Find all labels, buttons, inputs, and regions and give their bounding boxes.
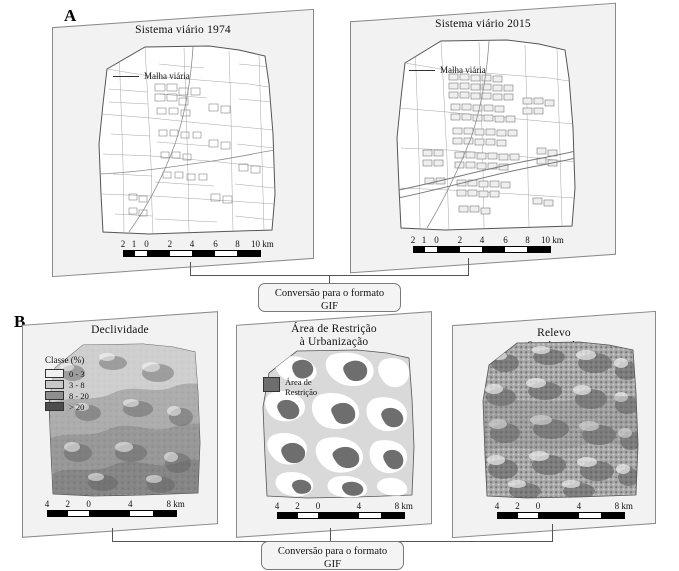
conversion-line-1: Conversão para o formato (277, 546, 388, 557)
scale-tick: 2 (65, 499, 71, 509)
connector-b-left-vertical (112, 528, 113, 542)
scalebar-declividade (44, 499, 185, 517)
legend-line-1: Área de (285, 377, 312, 387)
map-card-sistema-viario-1974 (52, 9, 314, 277)
map-title-line-1: Área de Restrição (291, 323, 377, 335)
scale-tick: 4 (127, 499, 133, 509)
scale-tick: 2 (515, 501, 520, 511)
map-card-area-restricao (236, 311, 432, 538)
map-card-sistema-viario-2015 (350, 3, 616, 274)
legend-label: Malha viária (144, 71, 190, 81)
scale-tick: 0 (434, 235, 439, 245)
conversion-box-b (261, 541, 404, 570)
scale-tick: 4 (494, 501, 500, 511)
scale-tick: 0 (315, 501, 321, 511)
map-title-area-restricao (237, 323, 431, 349)
map-graphic-restricao (257, 349, 417, 499)
legend-class-row (45, 379, 89, 390)
legend-line-2: Restrição (285, 387, 318, 397)
class-label: 3 - 8 (69, 379, 85, 390)
class-swatch-0-3 (45, 369, 64, 378)
class-swatch-gt-20 (45, 402, 64, 411)
scale-tick: 2 (295, 501, 300, 511)
map-title-declividade: Declividade (91, 324, 149, 336)
scale-tick: 4 (479, 235, 485, 245)
map-canvas-area-restricao (257, 349, 417, 499)
class-label: 0 - 3 (69, 368, 85, 379)
connector-b-mid-vertical (330, 528, 331, 542)
scale-tick: 6 (503, 235, 508, 245)
legend-class-row (45, 368, 89, 379)
scale-tick: 1 (421, 235, 427, 245)
legend-malha-viaria-1974 (113, 71, 190, 81)
scalebar-area-restricao (274, 501, 413, 519)
scale-tick: 8 (235, 239, 240, 249)
conversion-line-2: GIF (324, 559, 341, 570)
scale-tick: 4 (274, 501, 280, 511)
scale-tick: 2 (457, 235, 463, 245)
scale-tick: 4 (189, 239, 195, 249)
legend-malha-viaria-2015 (409, 65, 486, 75)
legend-label: Malha viária (440, 65, 486, 75)
scale-tick: 8 km (394, 501, 413, 511)
map-canvas-relevo-sombreado (475, 341, 641, 499)
panel-label-a: A (64, 6, 77, 25)
panel-label-b: B (14, 312, 26, 331)
legend-class-row (45, 401, 89, 412)
map-title-line-1: Relevo (537, 327, 571, 339)
scale-tick: 2 (120, 239, 126, 249)
class-swatch-3-8 (45, 380, 64, 389)
scale-tick: 10 km (250, 239, 274, 249)
conversion-box-a (258, 283, 401, 312)
scale-tick: 6 (213, 239, 218, 249)
class-label: > 20 (69, 401, 85, 412)
conversion-line-1: Conversão para o formato (274, 288, 385, 299)
line-symbol-icon (409, 70, 435, 71)
class-label: 8 - 20 (69, 390, 89, 401)
map-title-sistema-viario-1974: Sistema viário 1974 (135, 24, 231, 36)
class-swatch-8-20 (45, 391, 64, 400)
scalebar-relevo-sombreado (494, 501, 633, 519)
scale-tick: 2 (167, 239, 173, 249)
restriction-swatch (263, 377, 280, 392)
map-graphic-relevo (475, 341, 641, 499)
legend-declividade (45, 355, 89, 412)
scale-tick: 0 (535, 501, 541, 511)
legend-class-row (45, 390, 89, 401)
connector-a-right-vertical (468, 258, 469, 276)
scale-tick: 8 km (166, 499, 185, 509)
map-card-declividade (22, 311, 218, 538)
scalebar-2015 (410, 235, 564, 253)
scale-tick: 4 (356, 501, 362, 511)
conversion-line-2: GIF (321, 301, 338, 312)
scale-tick: 4 (44, 499, 50, 509)
connector-a-left-vertical (190, 262, 191, 276)
scale-tick: 8 (525, 235, 530, 245)
scalebar-1974 (120, 239, 274, 257)
map-title-sistema-viario-2015: Sistema viário 2015 (435, 18, 531, 30)
scale-tick: 8 km (614, 501, 633, 511)
scale-tick: 4 (576, 501, 582, 511)
connector-b-right-vertical (552, 524, 553, 542)
scale-tick: 0 (86, 499, 91, 509)
line-symbol-icon (113, 76, 139, 77)
legend-text (285, 377, 317, 397)
legend-area-restricao (263, 377, 333, 397)
scale-tick: 0 (144, 239, 149, 249)
scale-tick: 2 (410, 235, 416, 245)
legend-header: Classe (%) (45, 355, 85, 365)
scale-tick: 10 km (540, 235, 564, 245)
scale-tick: 1 (131, 239, 137, 249)
map-card-relevo-sombreado (452, 311, 656, 538)
map-title-line-2: à Urbanização (299, 336, 369, 348)
